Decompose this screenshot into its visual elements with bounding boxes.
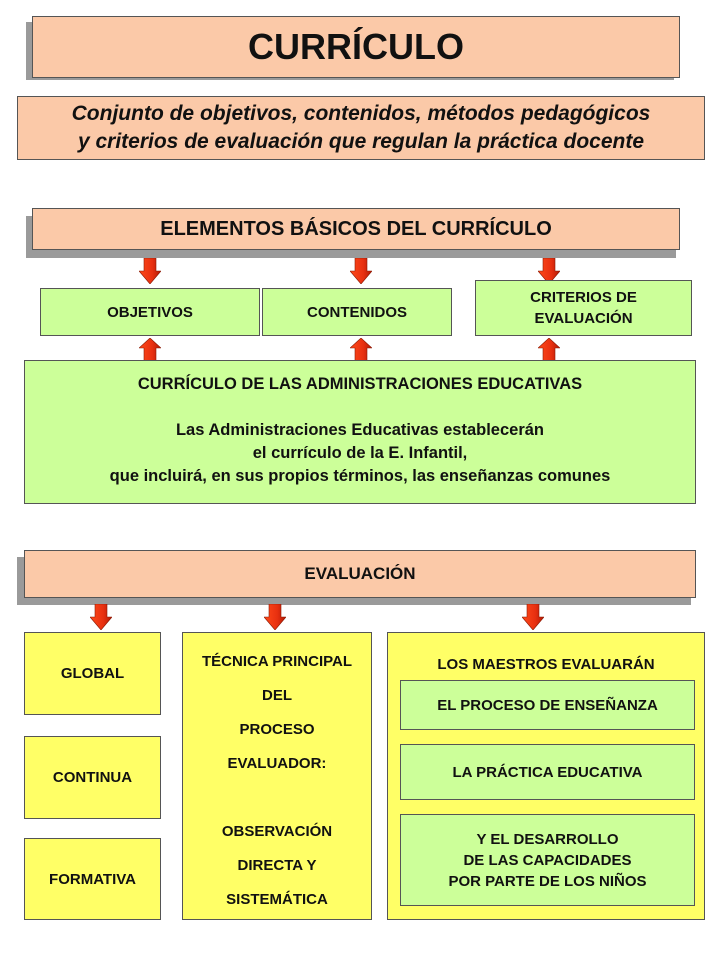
administraciones-title: CURRÍCULO DE LAS ADMINISTRACIONES EDUCATIVAS bbox=[137, 375, 583, 393]
up-arrow-icon bbox=[139, 338, 161, 362]
administraciones-line-1: Las Administraciones Educativas establecerán bbox=[175, 421, 545, 439]
administraciones-line-2: el currículo de la E. Infantil, bbox=[252, 444, 468, 462]
tecnica-line-3: PROCESO bbox=[239, 721, 315, 738]
elements-header: ELEMENTOS BÁSICOS DEL CURRÍCULO bbox=[32, 208, 680, 250]
tecnica-line-6: DIRECTA Y bbox=[237, 857, 317, 874]
criterios-box bbox=[475, 280, 692, 336]
down-arrow-icon bbox=[90, 604, 112, 630]
definition-line-2: y criterios de evaluación que regulan la práctica docente bbox=[77, 130, 645, 153]
definition-line-1: Conjunto de objetivos, contenidos, métodos pedagógicos bbox=[71, 102, 651, 125]
up-arrow-icon bbox=[538, 338, 560, 362]
criterios-line-1: CRITERIOS DE bbox=[530, 289, 637, 306]
contenidos-box: CONTENIDOS bbox=[262, 288, 452, 336]
definition-box bbox=[17, 96, 705, 160]
tecnica-box bbox=[182, 632, 372, 920]
desarrollo-box bbox=[400, 814, 695, 906]
administraciones-box bbox=[24, 360, 696, 504]
formativa-box: FORMATIVA bbox=[24, 838, 161, 920]
down-arrow-icon bbox=[264, 604, 286, 630]
desarrollo-line-3: POR PARTE DE LOS NIÑOS bbox=[448, 872, 647, 890]
tecnica-line-1: TÉCNICA PRINCIPAL bbox=[202, 653, 352, 670]
practica-educativa-box: LA PRÁCTICA EDUCATIVA bbox=[400, 744, 695, 800]
administraciones-line-3: que incluirá, en sus propios términos, las enseñanzas comunes bbox=[109, 467, 611, 485]
tecnica-line-5: OBSERVACIÓN bbox=[221, 823, 333, 840]
down-arrow-icon bbox=[522, 604, 544, 630]
maestros-title: LOS MAESTROS EVALUARÁN bbox=[437, 655, 655, 673]
continua-box: CONTINUA bbox=[24, 736, 161, 819]
evaluacion-header: EVALUACIÓN bbox=[24, 550, 696, 598]
objetivos-box: OBJETIVOS bbox=[40, 288, 260, 336]
global-box: GLOBAL bbox=[24, 632, 161, 715]
tecnica-line-7: SISTEMÁTICA bbox=[226, 891, 328, 908]
down-arrow-icon bbox=[350, 258, 372, 284]
proceso-ensenanza-box: EL PROCESO DE ENSEÑANZA bbox=[400, 680, 695, 730]
tecnica-line-2: DEL bbox=[262, 687, 292, 704]
criterios-line-2: EVALUACIÓN bbox=[534, 310, 633, 327]
down-arrow-icon bbox=[139, 258, 161, 284]
desarrollo-line-1: Y EL DESARROLLO bbox=[476, 830, 619, 848]
tecnica-line-4: EVALUADOR: bbox=[227, 755, 327, 772]
page-title: CURRÍCULO bbox=[32, 16, 680, 78]
desarrollo-line-2: DE LAS CAPACIDADES bbox=[463, 851, 632, 869]
up-arrow-icon bbox=[350, 338, 372, 362]
